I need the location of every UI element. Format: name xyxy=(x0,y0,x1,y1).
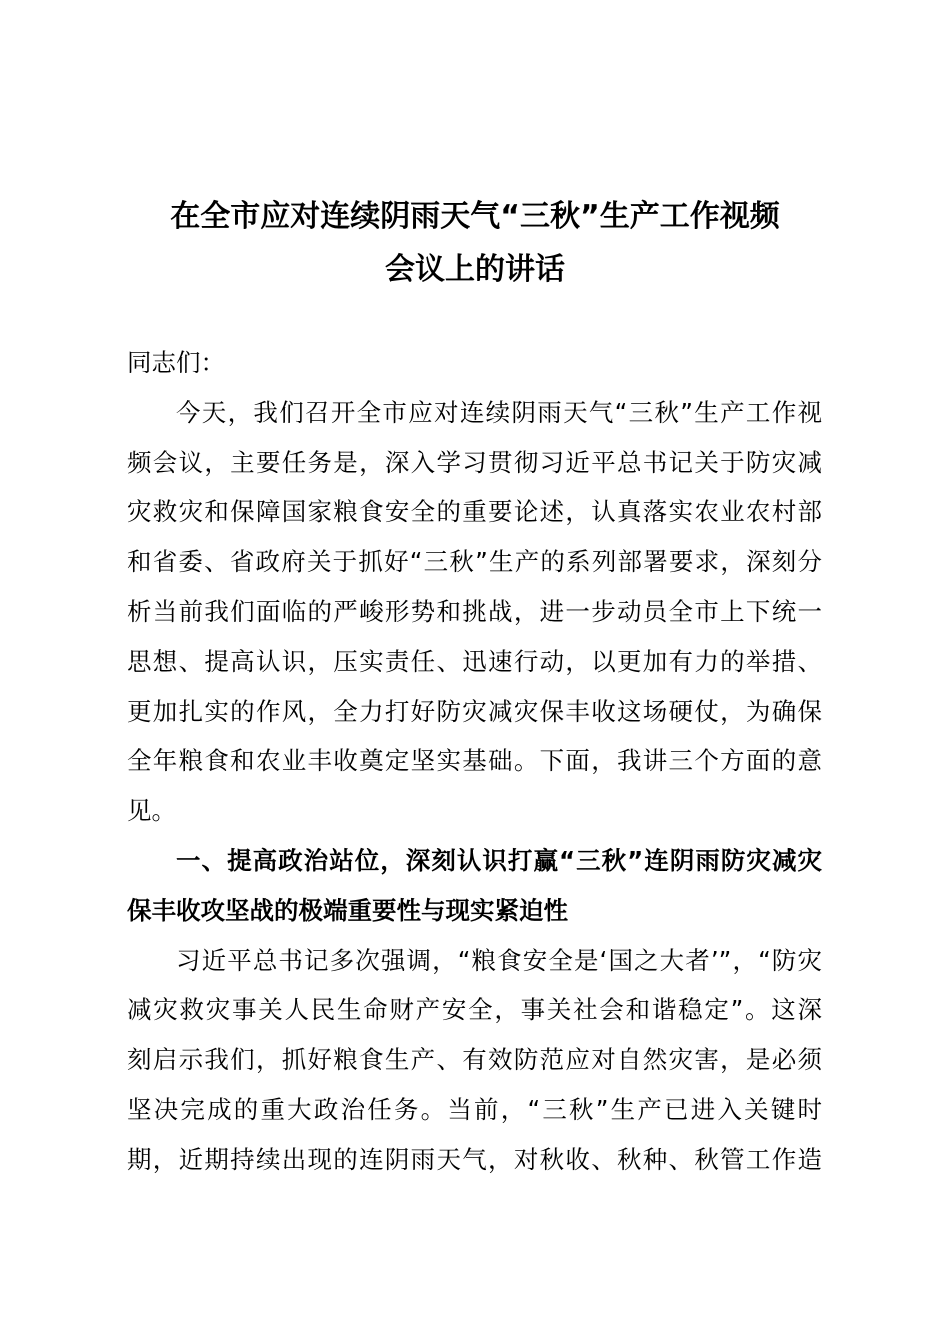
text-line: 坚决完成的重大政治任务。当前，“三秋”生产已进入关键时 xyxy=(127,1094,822,1124)
text-line: 思想、提高认识，压实责任、迅速行动，以更加有力的举措、 xyxy=(127,646,822,676)
title-line: 在全市应对连续阴雨天气“三秋”生产工作视频 xyxy=(170,199,780,234)
text-line: 灾救灾和保障国家粮食安全的重要论述，认真落实农业农村部 xyxy=(127,497,822,527)
text-line: 今天，我们召开全市应对连续阴雨天气“三秋”生产工作视 xyxy=(176,397,822,427)
title-line: 会议上的讲话 xyxy=(385,252,565,287)
paragraph-section-1 xyxy=(127,936,822,1185)
text-line: 见。 xyxy=(127,796,176,826)
section-heading-1 xyxy=(127,836,822,936)
heading-line: 保丰收攻坚战的极端重要性与现实紧迫性 xyxy=(127,895,568,925)
text-line: 期，近期持续出现的连阴雨天气，对秋收、秋种、秋管工作造 xyxy=(127,1144,822,1174)
text-line: 习近平总书记多次强调，“粮食安全是‘国之大者’”，“防灾 xyxy=(176,945,822,975)
text-line: 析当前我们面临的严峻形势和挑战，进一步动员全市上下统一 xyxy=(127,596,822,626)
text-line: 频会议，主要任务是，深入学习贯彻习近平总书记关于防灾减 xyxy=(127,447,822,477)
text-line: 更加扎实的作风，全力打好防灾减灾保丰收这场硬仗，为确保 xyxy=(127,696,822,726)
document-title xyxy=(100,190,850,296)
document-body xyxy=(127,338,822,1185)
text-line: 刻启示我们，抓好粮食生产、有效防范应对自然灾害，是必须 xyxy=(127,1045,822,1075)
text-line: 全年粮食和农业丰收奠定坚实基础。下面，我讲三个方面的意 xyxy=(127,746,822,776)
text-line: 和省委、省政府关于抓好“三秋”生产的系列部署要求，深刻分 xyxy=(127,547,822,577)
heading-line: 一、提高政治站位，深刻认识打赢“三秋”连阴雨防灾减灾 xyxy=(176,845,822,875)
text-line: 减灾救灾事关人民生命财产安全，事关社会和谐稳定”。这深 xyxy=(127,995,822,1025)
paragraph-intro xyxy=(127,388,822,836)
salutation: 同志们： xyxy=(127,348,225,377)
